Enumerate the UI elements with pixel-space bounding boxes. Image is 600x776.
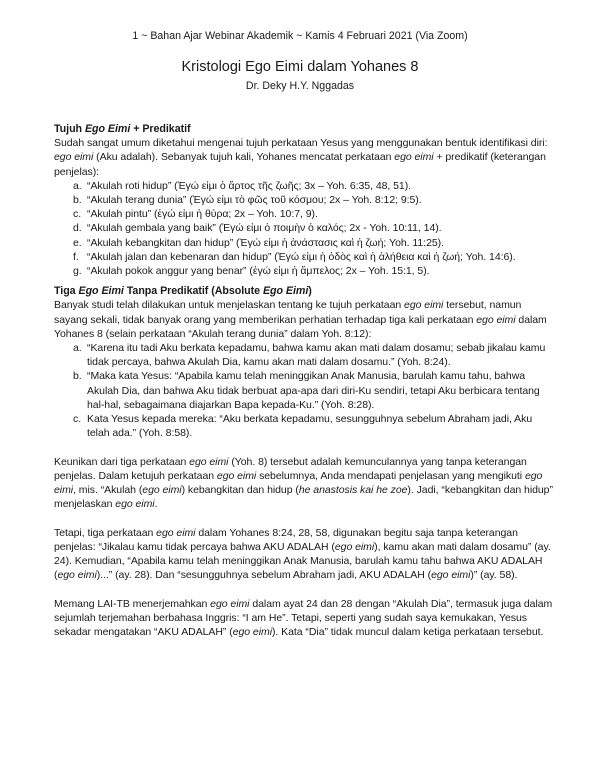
- document-title: Kristologi Ego Eimi dalam Yohanes 8: [181, 59, 419, 75]
- list-seven-sayings: [54, 179, 554, 278]
- page-header: 1 ~ Bahan Ajar Webinar Akademik ~ Kamis 4 Februari 2021 (Via Zoom): [132, 30, 468, 42]
- list-three-sayings: [54, 341, 554, 440]
- list-item: a. “Karena itu tadi Aku berkata kepadamu, bahwa kamu akan mati dalam dosamu; sebab jikalau kamu tidak percaya, bahwa Akulah Dia, kamu akan mati dalam dosamu.” (Yoh. 8:24).: [73, 342, 546, 369]
- paragraph-translation: Memang LAI-TB menerjemahkan ego eimi dalam ayat 24 dan 28 dengan “Akulah Dia”, termasuk juga dalam sejumlah terjemahan berbahasa Inggris: “I am He”. Tetapi, seperti yang sudah saya kemukakan, Yesus sekadar mengatakan “AKU ADALAH” (ego eimi). Kata “Dia” tidak muncul dalam ketiga perkataan tersebut.: [54, 597, 553, 639]
- list-item: e. “Akulah kebangkitan dan hidup” (Ἐγώ εἰμι ἡ ἀνάστασις καὶ ἡ ζωή; Yoh. 11:25).: [73, 236, 444, 249]
- document-author: Dr. Deky H.Y. Nggadas: [245, 80, 355, 92]
- list-item: f. “Akulah jalan dan kebenaran dan hidup” (Ἐγώ εἰμι ἡ ὁδὸς καὶ ἡ ἀλήθεια καὶ ἡ ζωή; Yoh. 14:6).: [73, 250, 516, 263]
- list-item: c. Kata Yesus kepada mereka: “Aku berkata kepadamu, sesungguhnya sebelum Abraham jadi, Aku telah ada.” (Yoh. 8:58).: [73, 413, 533, 440]
- document-body: [54, 122, 554, 639]
- paragraph-uniqueness: Keunikan dari tiga perkataan ego eimi (Yoh. 8) tersebut adalah kemunculannya yang tanpa keterangan penjelas. Dalam ketujuh perkataan ego eimi sebelumnya, Anda mendapati penjelasan yang mengikuti ego eimi, mis. “Akulah (ego eimi) kebangkitan dan hidup (he anastosis kai he zoe). Jadi, “kebangkitan dan hidup” menjelaskan ego eimi.: [54, 455, 553, 511]
- list-item: d. “Akulah gembala yang baik” (Ἐγώ εἰμι ὁ ποιμὴν ὁ καλός; 2x - Yoh. 10:11, 14).: [73, 222, 442, 235]
- section-heading-three: Tiga Ego Eimi Tanpa Predikatif (Absolute Ego Eimi): [54, 285, 312, 298]
- list-item: b. “Maka kata Yesus: “Apabila kamu telah meninggikan Anak Manusia, barulah kamu tahu, bahwa Akulah Dia, dan bahwa Aku tidak berbuat apa-apa dari diri-Ku sendiri, tetapi Aku berbicara tentang hal-hal, sebagaimana diajarkan Bapa kepada-Ku.” (Yoh. 8:28).: [73, 370, 540, 411]
- list-item: g. “Akulah pokok anggur yang benar” (ἐγώ εἰμι ἡ ἄμπελος; 2x – Yoh. 15:1, 5).: [73, 265, 430, 278]
- list-item: a. “Akulah roti hidup” (Ἐγώ εἰμι ὁ ἄρτος τῆς ζωῆς; 3x – Yoh. 6:35, 48, 51).: [73, 179, 412, 192]
- section-heading-seven: Tujuh Ego Eimi + Predikatif: [54, 123, 191, 135]
- section-intro-seven: Sudah sangat umum diketahui mengenai tujuh perkataan Yesus yang menggunakan bentuk identifikasi diri: ego eimi (Aku adalah). Sebanyak tujuh kali, Yohanes mencatat perkataan ego eimi + predikatif (keterangan penjelas):: [54, 137, 548, 178]
- list-item: c. “Akulah pintu” (ἐγώ εἰμι ἡ θύρα; 2x – Yoh. 10:7, 9).: [73, 208, 318, 221]
- paragraph-absolute-usage: Tetapi, tiga perkataan ego eimi dalam Yohanes 8:24, 28, 58, digunakan begitu saja tanpa keterangan penjelas: “Jikalau kamu tidak percaya bahwa AKU ADALAH (ego eimi), kamu akan mati dalam dosamu” (ay. 24). Kemudian, “Apabila kamu telah meninggikan Anak Manusia, barulah kamu tahu bahwa AKU ADALAH (ego eimi)...” (ay. 28). Dan “sesungguhnya sebelum Abraham jadi, AKU ADALAH (ego eimi)” (ay. 58).: [54, 526, 551, 582]
- list-item: b. “Akulah terang dunia” (Ἐγώ εἰμι τὸ φῶς τοῦ κόσμου; 2x – Yoh. 8:12; 9:5).: [73, 194, 422, 207]
- section-intro-three: Banyak studi telah dilakukan untuk menjelaskan tentang ke tujuh perkataan ego eimi tersebut, namun sayang sekali, tidak banyak orang yang memberikan perhatian terhadap tiga kali perkataan ego eimi dalam Yohanes 8 (selain perkataan “Akulah terang dunia” dalam Yoh. 8:12):: [54, 299, 547, 340]
